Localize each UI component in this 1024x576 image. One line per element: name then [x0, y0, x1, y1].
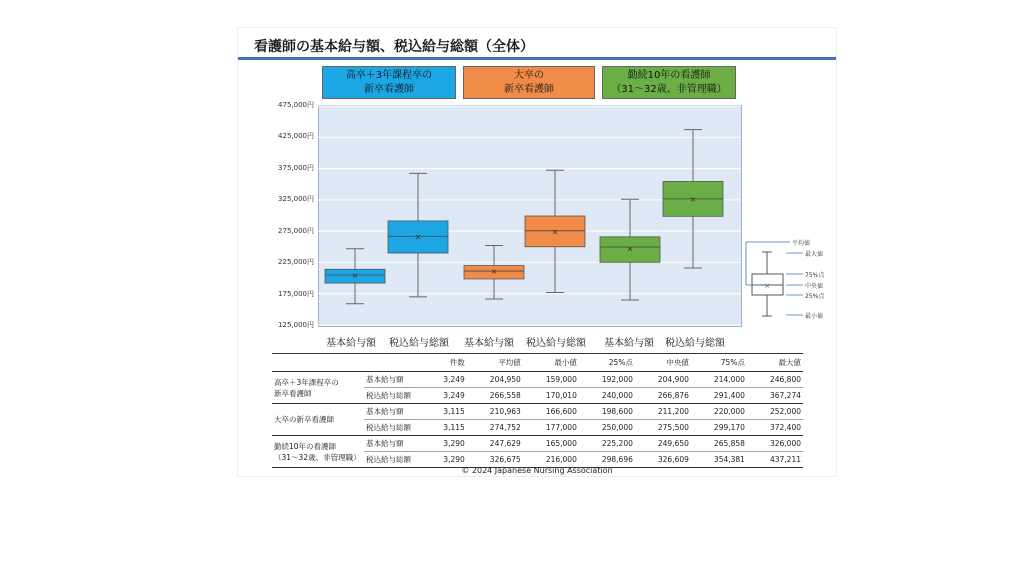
table-cell: 170,010 — [523, 388, 579, 404]
group-label-0-line2: 新卒看護師 — [364, 84, 414, 95]
table-cell: 3,290 — [426, 436, 467, 452]
table-group-name-line1: 高卒＋3年課程卒の — [274, 377, 339, 387]
table-cell: 216,000 — [523, 452, 579, 468]
legend-label-q1: 25%点 — [805, 293, 825, 300]
table-cell: 3,115 — [426, 420, 467, 436]
table-cell: 159,000 — [523, 372, 579, 388]
table-header: 最小値 — [523, 354, 579, 372]
table-cell: 249,650 — [635, 436, 691, 452]
legend-label-mean: 平均値 — [792, 240, 811, 247]
table-metric: 基本給与額 — [364, 404, 426, 420]
table-row — [272, 436, 803, 452]
mean-marker: × — [626, 244, 634, 254]
table-cell: 437,211 — [747, 452, 803, 468]
table-row — [272, 404, 803, 420]
table-header: 最大値 — [747, 354, 803, 372]
group-label-1-line2: 新卒看護師 — [504, 84, 554, 95]
table-header: 中央値 — [635, 354, 691, 372]
table-cell: 326,000 — [747, 436, 803, 452]
table-cell: 192,000 — [579, 372, 635, 388]
table-cell: 299,170 — [691, 420, 747, 436]
mean-marker: × — [490, 267, 498, 277]
table-cell: 367,274 — [747, 388, 803, 404]
table-metric: 税込給与総額 — [364, 388, 426, 404]
mean-marker: × — [551, 227, 559, 237]
group-label-2-line1: 勤続10年の看護師 — [627, 70, 711, 81]
table-cell: 214,000 — [691, 372, 747, 388]
table-cell: 3,249 — [426, 388, 467, 404]
table-metric: 基本給与額 — [364, 436, 426, 452]
table-cell: 250,000 — [579, 420, 635, 436]
legend-label-min: 最小値 — [805, 313, 824, 320]
group-label-0-line1: 高卒＋3年課程卒の — [345, 70, 433, 81]
group-label-1-line1: 大卒の — [514, 70, 544, 81]
table-cell: 198,600 — [579, 404, 635, 420]
legend-label-q3: 75%点 — [805, 272, 825, 279]
table-cell: 275,500 — [635, 420, 691, 436]
legend-label-max: 最大値 — [805, 251, 824, 258]
group-label-2-line2: （31～32歳、非管理職） — [611, 84, 727, 95]
mean-marker: × — [689, 194, 697, 204]
y-tick-label: 425,000円 — [278, 132, 314, 140]
table-group-name — [272, 404, 364, 436]
y-tick-label: 475,000円 — [278, 101, 314, 109]
table-header: 25%点 — [579, 354, 635, 372]
table-cell: 326,675 — [467, 452, 523, 468]
table-cell: 266,558 — [467, 388, 523, 404]
table-group-name-line2: （31～32歳、非管理職） — [274, 452, 361, 462]
table-group-name-line1: 大卒の新卒看護師 — [274, 415, 334, 424]
table-cell: 291,400 — [691, 388, 747, 404]
table-cell: 265,858 — [691, 436, 747, 452]
table-cell: 204,950 — [467, 372, 523, 388]
table-cell: 220,000 — [691, 404, 747, 420]
table-metric: 税込給与総額 — [364, 452, 426, 468]
mean-marker: × — [414, 232, 422, 242]
table-group-name — [272, 436, 364, 468]
table-group-name-line1: 勤続10年の看護師 — [274, 441, 337, 451]
table-cell: 246,800 — [747, 372, 803, 388]
table-cell: 3,249 — [426, 372, 467, 388]
table-cell: 211,200 — [635, 404, 691, 420]
y-tick-label: 375,000円 — [278, 164, 314, 172]
table-cell: 247,629 — [467, 436, 523, 452]
table-header: 75%点 — [691, 354, 747, 372]
page-title: 看護師の基本給与額、税込給与総額（全体） — [254, 39, 534, 55]
x-tick-label: 税込給与総額 — [389, 338, 449, 349]
table-header-row — [272, 354, 803, 372]
table-header: 件数 — [426, 354, 467, 372]
table-metric: 基本給与額 — [364, 372, 426, 388]
table-cell: 3,115 — [426, 404, 467, 420]
y-tick-label: 275,000円 — [278, 227, 314, 235]
table-cell: 252,000 — [747, 404, 803, 420]
stats-table — [272, 353, 803, 468]
table-header: 平均値 — [467, 354, 523, 372]
table-group-name-line2: 新卒看護師 — [274, 388, 312, 398]
table-cell: 210,963 — [467, 404, 523, 420]
x-tick-label: 基本給与額 — [604, 338, 654, 349]
table-cell: 274,752 — [467, 420, 523, 436]
table-cell: 165,000 — [523, 436, 579, 452]
x-tick-label: 税込給与総額 — [526, 338, 586, 349]
table-cell: 266,876 — [635, 388, 691, 404]
slide — [237, 27, 837, 477]
legend-diagram — [238, 28, 836, 348]
table-cell: 177,000 — [523, 420, 579, 436]
table-row — [272, 372, 803, 388]
y-tick-label: 325,000円 — [278, 195, 314, 203]
table-cell: 298,696 — [579, 452, 635, 468]
table-metric: 税込給与総額 — [364, 420, 426, 436]
x-tick-label: 税込給与総額 — [665, 338, 725, 349]
x-tick-label: 基本給与額 — [464, 338, 514, 349]
table-cell: 204,900 — [635, 372, 691, 388]
copyright-notice: © 2024 Japanese Nursing Association — [461, 466, 613, 475]
x-tick-label: 基本給与額 — [326, 338, 376, 349]
legend-label-median: 中央値 — [805, 283, 824, 290]
table-group-name — [272, 372, 364, 404]
table-cell: 372,400 — [747, 420, 803, 436]
table-cell: 166,600 — [523, 404, 579, 420]
table-cell: 354,381 — [691, 452, 747, 468]
y-tick-label: 225,000円 — [278, 258, 314, 266]
svg-text:×: × — [764, 282, 770, 290]
table-cell: 3,290 — [426, 452, 467, 468]
mean-marker: × — [351, 270, 359, 280]
table-cell: 326,609 — [635, 452, 691, 468]
table-cell: 240,000 — [579, 388, 635, 404]
y-tick-label: 175,000円 — [278, 290, 314, 298]
y-tick-label: 125,000円 — [278, 321, 314, 329]
table-cell: 225,200 — [579, 436, 635, 452]
